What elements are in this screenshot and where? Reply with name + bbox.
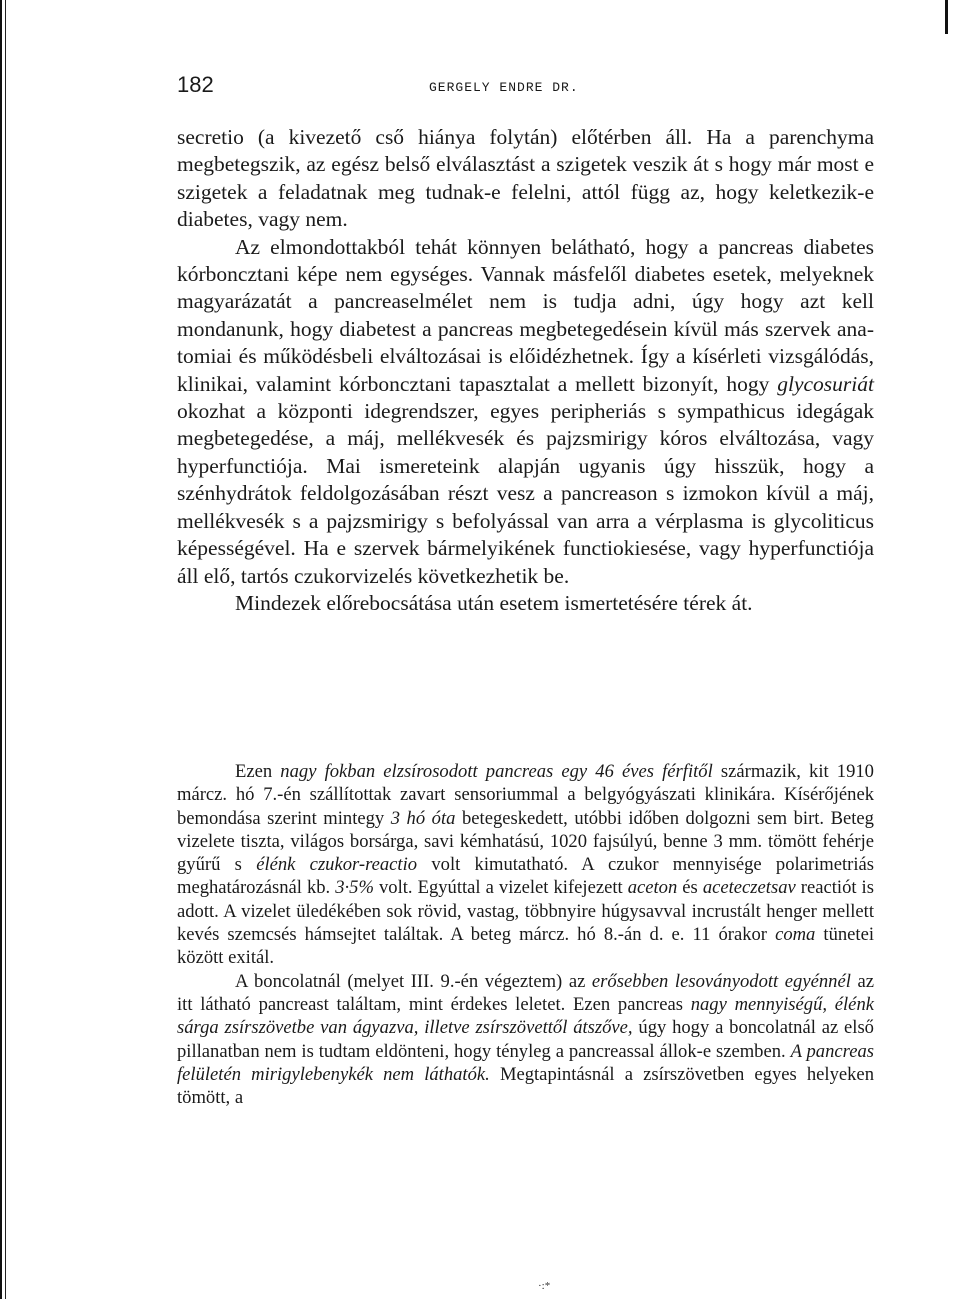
case-text: és — [682, 877, 698, 899]
paragraph-2-text: Az elmondottakból tehát könnyen belátható, hogy a pancreas diabetes kórboncztani képe nem egységes. Vannak másfelől diabetes esetek, melyeknek magyarázatát a pancreaselmélet nem is tudja adni, úgy hogy azt kell mondanunk, hogy diabetest a pancreas megbetegedésein kívül más szervek anatomiai és működésbeli elváltozásai is előidézhetnek. Így a kísérleti vizsgálódás, klinikai, valamint kórboncztani tapasztalat a mellett bizonyít, hogy — [177, 234, 874, 396]
case-text: úgy hogy a boncolatnál az első pillanatban nem is tudtam eldönteni, hogy tényleg a pancreassal állok-e szemben. — [177, 1017, 874, 1062]
case-report — [177, 760, 874, 1109]
case-emphasis: aceteczetsav — [702, 877, 796, 899]
case-emphasis: erősebben lesoványodott egyénnél — [591, 970, 851, 992]
page-header — [177, 72, 877, 100]
corner-mark — [945, 0, 948, 34]
case-text: Megtapintásnál a zsírszövetben egyes helyeken tömött, a — [177, 1063, 874, 1109]
paragraph-1 — [177, 124, 874, 234]
case-emphasis: nagy mennyiségű, élénk sárga zsírszövetbe van ágyazva, illetve zsírszövettől átszőve, — [177, 993, 874, 1039]
case-text: Ezen — [235, 761, 273, 782]
running-head: GERGELY ENDRE DR. — [429, 80, 579, 95]
binding-edge — [0, 0, 12, 1299]
case-text: volt kimutatható. A czukor mennyisége polarimetriás meghatározásnál kb. — [177, 854, 874, 899]
page-number: 182 — [177, 72, 214, 97]
case-text: reactiót is adott. A vizelet üledékében sok rövid, vastag, többnyire húgysavval incrustált henger mellett kevés szemcsés hámsejtet találtak. A beteg márcz. hó 8.-án d. e. 11 órakor — [177, 877, 874, 946]
case-emphasis: A pancreas felületén mirigylebenykék nem láthatók. — [177, 1040, 874, 1085]
case-text: A boncolatnál (melyet III. 9.-én végeztem) az — [235, 970, 586, 992]
case-emphasis: 3 hó óta — [390, 807, 456, 829]
case-paragraph-2 — [177, 970, 874, 1110]
scan-artifact-mark: ·:* — [538, 1280, 551, 1292]
case-emphasis: 3·5% — [335, 877, 374, 899]
paragraph-3-text: Mindezek előrebocsátása után esetem ismertetésére térek át. — [235, 590, 753, 615]
case-text: volt. Egyúttal a vizelet kifejezett — [379, 877, 623, 899]
case-text: tünetei között exitál. — [177, 924, 875, 969]
main-text — [177, 124, 874, 617]
case-emphasis: aceton — [627, 877, 678, 899]
case-emphasis: élénk czukor-reactio — [256, 854, 418, 876]
case-text: betegeskedett, utóbbi időben dolgozni sem birt. Beteg vizelete tiszta, világos borsárga, savi kémhatású, 1020 fajsúlyú, benne 3 mm. tömött fehérje gyűrű s — [177, 807, 874, 876]
case-text: származik, kit 1910 márcz. hó 7.-én szállítottak zavart sensoriummal a belgyógyászati klinikára. Kísérőjének bemondása szerint mintegy — [177, 761, 874, 829]
paragraph-3 — [177, 590, 874, 617]
paragraph-2-rest: okozhat a központi idegrendszer, egyes peripheriás s sympathicus idegágak megbetegedése, a máj, mellékvesék és pajzsmirigy kóros elváltozása, vagy hyperfunctiója. Mai ismereteink alapján ugyanis úgy hisszük, hogy a szénhydrátok feldolgozásában részt vesz a pancreason s izmokon kívül a máj, mellékvesék s a pajzsmirigy s befolyással van arra a vérplasma is glycoliticus képességével. Ha e szervek bármelyikének functiokiesése, vagy hyperfunctiója áll elő, tartós czukorvizelés következhetik be. — [177, 399, 874, 588]
paragraph-2 — [177, 234, 874, 590]
emphasis-glycosuria: glycosuriát — [777, 371, 874, 396]
case-paragraph-1 — [177, 760, 874, 970]
case-emphasis: nagy fokban elzsírosodott pancreas egy 46 éves férfitől — [280, 761, 713, 782]
paragraph-1-text: secretio (a kivezető cső hiánya folytán) előtérben áll. Ha a parenchyma megbetegszik, az egész belső elválasztást a szigetek veszik át s hogy már most e szigetek a feladatnak meg tudnak-e felelni, attól függ az, hogy keletkezik-e diabetes, vagy nem. — [177, 125, 874, 232]
case-text: az itt látható pancreast találtam, mint érdekes leletet. Ezen pancreas — [177, 970, 874, 1015]
case-emphasis: coma — [775, 924, 816, 946]
